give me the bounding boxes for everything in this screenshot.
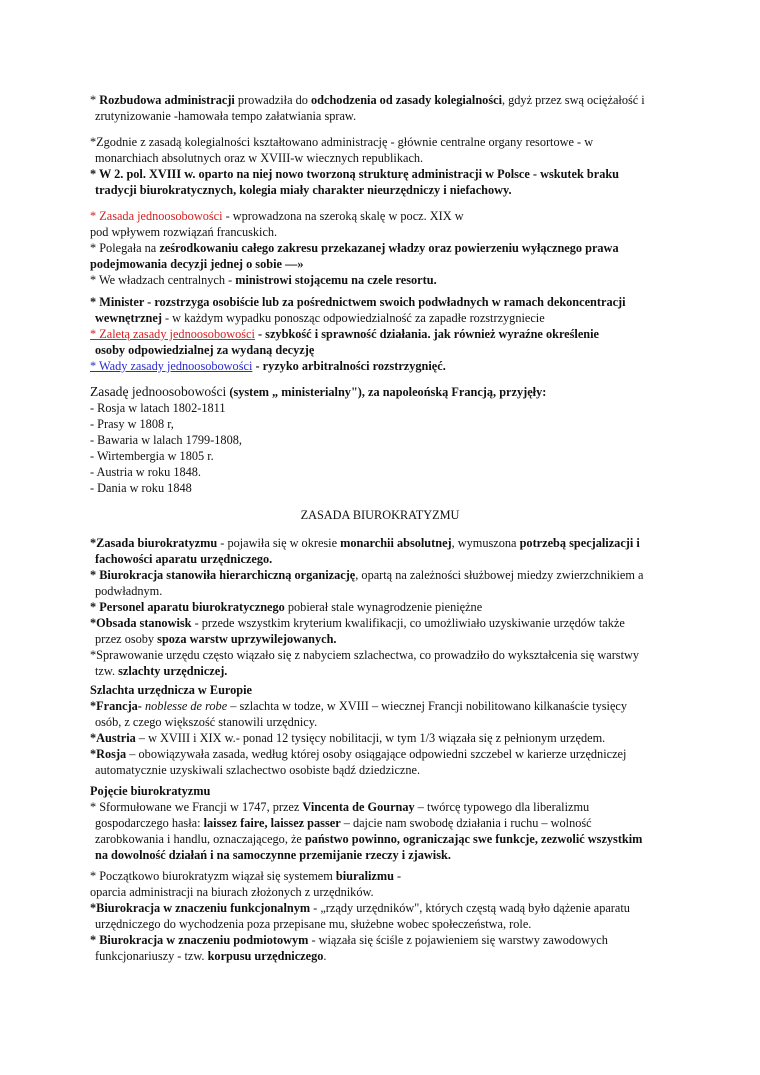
text-span: pobierał stale wynagrodzenie pieniężne [284, 600, 483, 614]
text-span: - wiązała się ściśle z pojawieniem się warstwy zawodowych [308, 933, 608, 947]
section-title: Szlachta urzędnicza w Europie [90, 683, 253, 697]
text-span: , wymuszona [451, 536, 520, 550]
text-line: pod wpływem rozwiązań francuskich. [90, 225, 278, 239]
bold-line: na dowolność działań i na samoczynne przemijanie rzeczy i zjawisk. [95, 848, 451, 862]
red-underlined-term: * Zaletą zasady jednoosobowości [90, 327, 255, 341]
bold-term: wewnętrznej [95, 311, 162, 325]
paragraph-rozbudowa [90, 92, 675, 124]
text-span: – szlachta w todze, w XVIII – wiecznej Francji nobilitowano kilkanaście tysięcy [227, 699, 628, 713]
text-line [90, 567, 675, 583]
text-line: *Zgodnie z zasadą kolegialności kształtowano administrację - głównie centralne organy resortowe - w [90, 135, 594, 149]
list-item: - Rosja w latach 1802-1811 [90, 401, 226, 415]
text-span: Zasadę jednoosobowości [90, 384, 227, 399]
bullet: * [90, 93, 100, 107]
text-line [90, 815, 675, 831]
text-span: - w każdym wypadku ponosząc odpowiedzialność za zapadłe rozstrzygniecie [161, 311, 545, 325]
text-line: automatycznie uzyskiwali szlachectwo osobiste bądź dziedziczne. [95, 763, 421, 777]
list-countries [90, 384, 675, 496]
text-span: – w XVIII i XIX w.- ponad 12 tysięcy nobilitacji, w tym 1/3 wiązała się z pełnionym urzędem. [135, 731, 606, 745]
text-span: tzw. [95, 664, 119, 678]
paragraph-kolegialnosc [90, 134, 675, 198]
text-line: monarchiach absolutnych oraz w XVIII-w wiecznych republikach. [95, 151, 424, 165]
bold-term: laissez faire, laissez passer [203, 816, 341, 830]
paragraph-poczatkowo [90, 868, 675, 964]
text-line: *Sprawowanie urzędu często wiązało się z nabyciem szlachectwa, co prowadziło do wykształcenia się warstwy [90, 648, 640, 662]
bold-term: *Zasada biurokratyzmu [90, 536, 218, 550]
text-line [90, 698, 675, 714]
list-item: - Wirtembergia w 1805 r. [90, 449, 214, 463]
text-line [90, 272, 675, 288]
bold-term: Rozbudowa administracji [99, 93, 235, 107]
bold-term: odchodzenia od zasady kolegialności [311, 93, 502, 107]
text-span: - [393, 869, 402, 883]
text-span: * We władzach centralnych - [90, 273, 236, 287]
bold-term: potrzebą specjalizacji i [519, 536, 640, 550]
text-span: prowadziła do [234, 93, 312, 107]
text-line: urzędniczego do wychodzenia poza przepisane mu, służebne wobec społeczeństwa, role. [95, 917, 532, 931]
text-line [90, 310, 675, 326]
paragraph-biurokratyzm [90, 535, 675, 679]
bold-line: tradycji biurokratycznych, kolegia miały charakter nieurzędniczy i niefachowy. [95, 183, 512, 197]
text-line [90, 868, 675, 884]
text-span: - wprowadzona na szeroką skalę w pocz. XIX w [222, 209, 464, 223]
heading-text: ZASADA BIUROKRATYZMU [300, 508, 460, 522]
text-line: zrutynizowanie -hamowała tempo załatwiania spraw. [95, 109, 357, 123]
text-span: . [323, 949, 327, 963]
bold-term: *Francja- [90, 699, 142, 713]
paragraph-minister [90, 294, 675, 374]
bold-term: biuralizmu [335, 869, 394, 883]
text-span: – twórcę typowego dla liberalizmu [414, 800, 590, 814]
text-line [90, 746, 675, 762]
text-span: - przede wszystkim kryterium kwalifikacji, co umożliwiało uzyskiwanie urzędów także [191, 616, 625, 630]
list-item: - Bawaria w lalach 1799-1808, [90, 433, 242, 447]
text-span: * Początkowo biurokratyzm wiązał się systemem [90, 869, 336, 883]
bold-term: spoza warstw uprzywilejowanych. [157, 632, 337, 646]
text-span: przez osoby [95, 632, 158, 646]
blue-underlined-term: * Wady zasady jednoosobowości [90, 359, 253, 373]
text-span: funkcjonariuszy - tzw. [95, 949, 208, 963]
text-line [90, 799, 675, 815]
text-span: - pojawiła się w okresie [217, 536, 341, 550]
bold-term: Vincenta de Gournay [302, 800, 415, 814]
text-span: * Polegała na [90, 241, 160, 255]
paragraph-jednoosobowosc [90, 208, 675, 288]
text-span: , gdyż przez swą ociężałość i [501, 93, 645, 107]
paragraph-pojecie [90, 783, 675, 863]
list-item: - Prasy w 1808 r, [90, 417, 174, 431]
bold-term: * Biurokracja stanowiła hierarchiczną organizację [90, 568, 356, 582]
section-heading [0, 507, 760, 523]
text-line [90, 615, 675, 631]
bold-line: * W 2. pol. XVIII w. oparto na niej nowo tworzoną strukturę administracji w Polsce - wskutek braku [90, 167, 620, 181]
bold-term: korpusu urzędniczego [207, 949, 324, 963]
text-line: osób, z czego większość stanowili urzędnicy. [95, 715, 318, 729]
red-term: * Zasada jednoosobowości [90, 209, 223, 223]
bold-line: * Minister - rozstrzyga osobiście lub za pośrednictwem swoich podwładnych w ramach dekoncentracji [90, 295, 626, 309]
text-line [90, 932, 675, 948]
text-span: zarobkowania i handlu, oznaczającego, że [95, 832, 305, 846]
text-line [90, 900, 675, 916]
text-span: – dajcie nam swobodę działania i ruchu – wolność [340, 816, 592, 830]
text-line [90, 599, 675, 615]
bold-term: * Personel aparatu biurokratycznego [90, 600, 285, 614]
bold-term: monarchii absolutnej [340, 536, 452, 550]
bold-term: - ryzyko arbitralności rozstrzygnięć. [252, 359, 446, 373]
section-title: Pojęcie biurokratyzmu [90, 784, 211, 798]
bold-term: (system „ ministerialny"), za napoleońską Francją, przyjęły: [226, 385, 547, 399]
text-line [90, 240, 675, 256]
bold-line: podejmowania decyzji jednej o sobie —» [90, 257, 304, 271]
text-line [90, 730, 675, 746]
bold-term: * Biurokracja w znaczeniu podmiotowym [90, 933, 309, 947]
list-item: - Dania w roku 1848 [90, 481, 192, 495]
text-line [90, 358, 675, 374]
text-span: * Sformułowane we Francji w 1747, przez [90, 800, 303, 814]
bold-term: szlachty urzędniczej. [118, 664, 228, 678]
text-span: , opartą na zależności służbowej miedzy zwierzchnikiem a [355, 568, 644, 582]
bold-term: *Austria [90, 731, 136, 745]
bold-term: ministrowi stojącemu na czele resortu. [235, 273, 437, 287]
bold-term: *Rosja [90, 747, 127, 761]
text-line [90, 208, 675, 224]
text-line [90, 948, 675, 964]
text-line [90, 631, 675, 647]
text-line: oparcia administracji na biurach złożonych z urzędników. [90, 885, 374, 899]
bold-term: państwo powinno, ograniczając swe funkcje, zezwolić wszystkim [304, 832, 643, 846]
text-span: – obowiązywała zasada, według której osoby osiągające odpowiedni szczebel w karierze urzędniczej [126, 747, 627, 761]
text-line [90, 535, 675, 551]
bold-term: ześrodkowaniu całego zakresu przekazanej władzy oraz powierzeniu wyłącznego prawa [159, 241, 619, 255]
list-item: - Austria w roku 1848. [90, 465, 202, 479]
bold-line: osoby odpowiedzialnej za wydaną decyzję [95, 343, 315, 357]
text-line [90, 326, 675, 342]
text-span: gospodarczego hasła: [95, 816, 204, 830]
text-line [90, 663, 675, 679]
paragraph-szlachta [90, 682, 675, 778]
bold-line: fachowości aparatu urzędniczego. [95, 552, 273, 566]
italic-term: noblesse de robe [141, 699, 228, 713]
text-line: podwładnym. [95, 584, 163, 598]
text-line [90, 831, 675, 847]
list-heading [90, 384, 675, 400]
text-line [90, 92, 675, 108]
text-span: - „rządy urzędników", których częstą wadą było dążenie aparatu [310, 901, 630, 915]
bold-term: - szybkość i sprawność działania. jak również wyraźne określenie [254, 327, 600, 341]
bold-term: *Obsada stanowisk [90, 616, 192, 630]
bold-term: *Biurokracja w znaczeniu funkcjonalnym [90, 901, 311, 915]
